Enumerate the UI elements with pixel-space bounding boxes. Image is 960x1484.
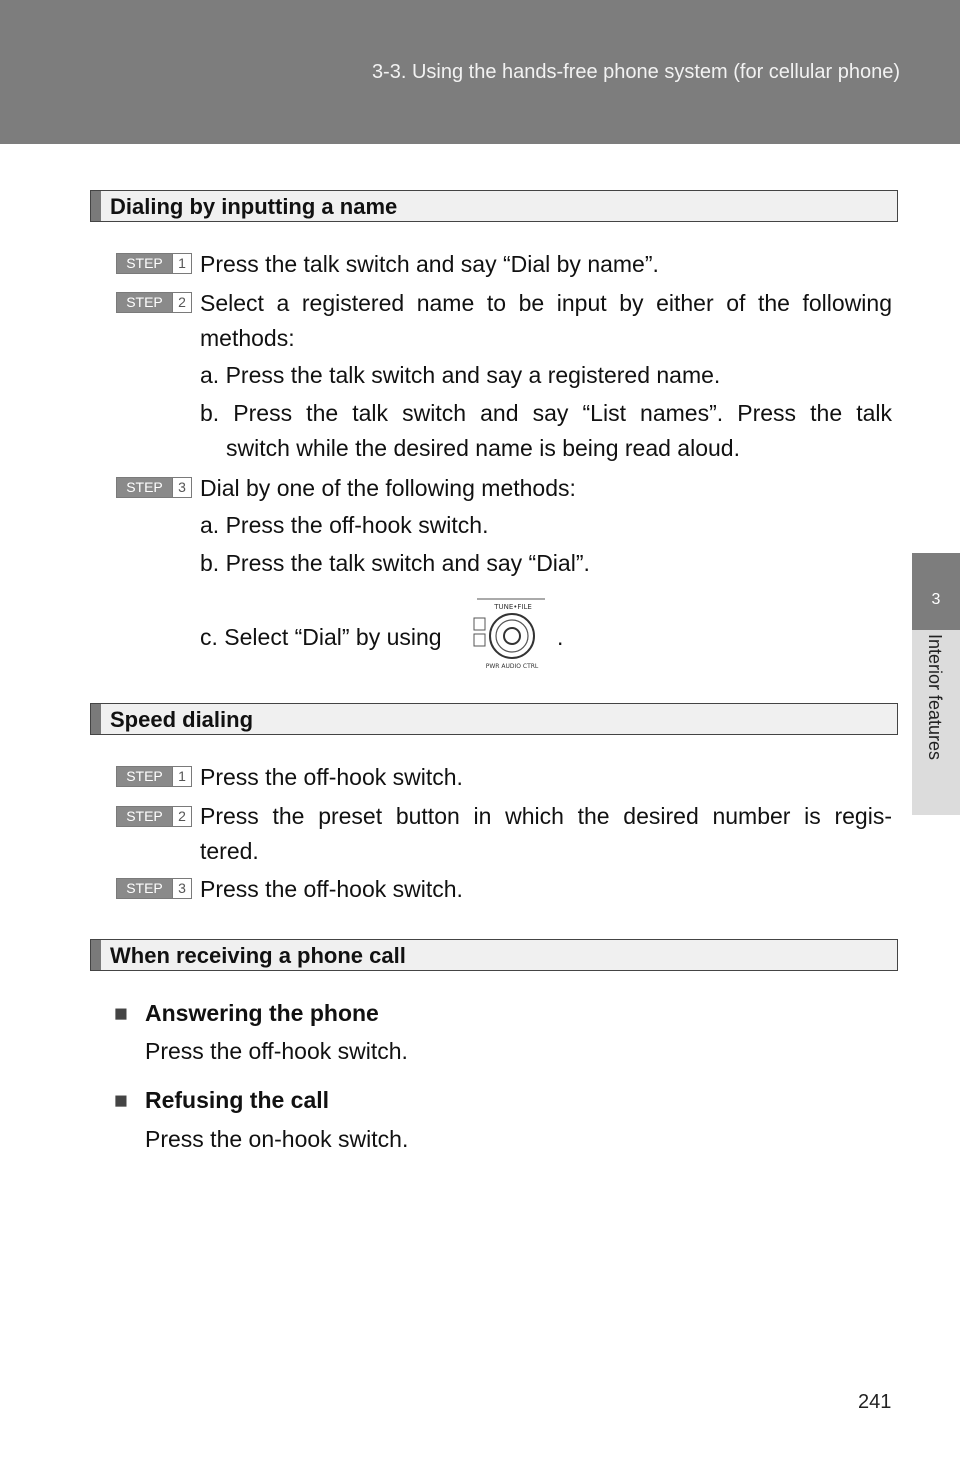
chapter-strip xyxy=(912,630,960,815)
knob-bottom-label: PWR AUDIO CTRL xyxy=(485,663,539,670)
step-3-option-c-end: . xyxy=(557,624,564,650)
section-heading-receiving-call xyxy=(90,939,898,971)
step-word: STEP xyxy=(117,254,172,273)
speed-step-1-label xyxy=(116,766,192,787)
section-heading-speed-dialing xyxy=(90,703,898,735)
step-word: STEP xyxy=(117,879,172,898)
step-word: STEP xyxy=(117,478,172,497)
section-title: Speed dialing xyxy=(110,707,254,732)
speed-step-1-text: Press the off-hook switch. xyxy=(200,764,463,790)
step-word: STEP xyxy=(117,293,172,312)
step-2-option-b-line-1: b. Press the talk switch and say “List names”. Press the talk xyxy=(200,400,892,426)
step-3-option-b: b. Press the talk switch and say “Dial”. xyxy=(200,550,590,576)
page-header xyxy=(0,0,960,144)
answering-text: Press the off-hook switch. xyxy=(145,1038,408,1064)
step-number: 3 xyxy=(172,879,191,898)
answering-heading: Answering the phone xyxy=(145,1000,379,1026)
bullet-square-icon: ■ xyxy=(114,1087,128,1113)
step-1-text: Press the talk switch and say “Dial by name”. xyxy=(200,251,659,277)
step-2-line-1: Select a registered name to be input by either of the following xyxy=(200,290,892,316)
refusing-heading: Refusing the call xyxy=(145,1087,330,1113)
step-number: 1 xyxy=(172,254,191,273)
step-word: STEP xyxy=(117,767,172,786)
speed-step-2-line-1: Press the preset button in which the desired number is regis- xyxy=(200,803,892,829)
step-1-label xyxy=(116,253,192,274)
knob-top-label: TUNE•FILE xyxy=(494,603,532,611)
refusing-text: Press the on-hook switch. xyxy=(145,1126,409,1152)
step-3-option-a: a. Press the off-hook switch. xyxy=(200,512,489,538)
chapter-title: 3-3. Using the hands-free phone system (for cellular phone) xyxy=(371,61,900,83)
chapter-label: Interior features xyxy=(925,634,945,761)
speed-step-3-label xyxy=(116,878,192,899)
step-2-option-a: a. Press the talk switch and say a registered name. xyxy=(200,362,721,388)
step-3-option-c: c. Select “Dial” by using xyxy=(200,624,442,650)
speed-step-2-line-2: tered. xyxy=(200,838,259,864)
tune-file-knob-icon xyxy=(469,596,551,672)
step-number: 3 xyxy=(172,478,191,497)
chapter-tab xyxy=(912,553,960,630)
section-heading-dialing-by-name xyxy=(90,190,898,222)
speed-step-2-label xyxy=(116,806,192,827)
step-3-label xyxy=(116,477,192,498)
section-title: When receiving a phone call xyxy=(110,943,406,968)
step-2-line-2: methods: xyxy=(200,325,295,351)
step-number: 1 xyxy=(172,767,191,786)
step-2-label xyxy=(116,292,192,313)
step-number: 2 xyxy=(172,293,191,312)
step-2-option-b-line-2: switch while the desired name is being read aloud. xyxy=(226,435,740,461)
step-number: 2 xyxy=(172,807,191,826)
section-accent xyxy=(91,704,101,734)
page-number: 241 xyxy=(858,1391,892,1413)
section-title: Dialing by inputting a name xyxy=(110,194,398,219)
speed-step-3-text: Press the off-hook switch. xyxy=(200,876,463,902)
chapter-number: 3 xyxy=(931,591,941,608)
section-accent xyxy=(91,940,101,970)
bullet-square-icon: ■ xyxy=(114,1000,128,1026)
section-accent xyxy=(91,191,101,221)
step-word: STEP xyxy=(117,807,172,826)
step-3-text: Dial by one of the following methods: xyxy=(200,475,576,501)
